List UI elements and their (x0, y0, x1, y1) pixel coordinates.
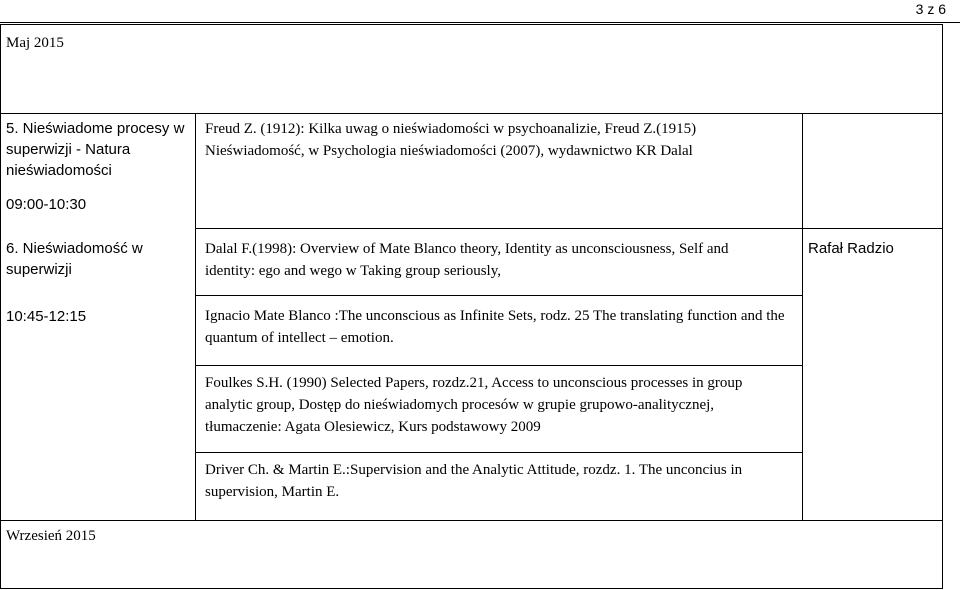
table-border-left (0, 24, 1, 589)
col-divider-2 (802, 113, 803, 520)
page-number: 3 z 6 (915, 1, 946, 17)
row5-divider (195, 228, 943, 229)
literature-6-item-1: Dalal F.(1998): Overview of Mate Blanco theory, Identity as unconsciousness, Self and identity: ego and wego w Taking group seriously, (205, 241, 729, 279)
table-border-top (0, 24, 943, 25)
topic-5: 5. Nieświadome procesy w superwizji - Natura nieświadomości (6, 120, 185, 179)
literature-5: Freud Z. (1912): Kilka uwag o nieświadomości w psychoanalizie, Freud Z.(1915) Nieświadomość, w Psychologia nieświadomości (2007), wydawnictwo KR Dalal (205, 121, 697, 159)
footer-row-divider (0, 520, 943, 521)
col-divider-1 (195, 113, 196, 520)
literature-6-item-3: Foulkes S.H. (1990) Selected Papers, rozdz.21, Access to unconscious processes in group analytic group, Dostęp do nieświadomych procesów w grupie grupowo-analitycznej, tłumaczenie: Agata Olesiewicz, Kurs podstawowy 2009 (205, 375, 743, 435)
footer-month-label: Wrzesień 2015 (6, 528, 96, 544)
lit-divider-3 (195, 452, 803, 453)
literature-6-item-2: Ignacio Mate Blanco :The unconscious as Infinite Sets, rodz. 25 The translating function and the quantum of intellect – emotion. (205, 308, 785, 346)
table-border-bottom (0, 588, 943, 589)
time-5: 09:00-10:30 (6, 196, 87, 213)
header-rule (0, 22, 960, 23)
table-border-right (942, 24, 943, 589)
lecturer-6: Rafał Radzio (808, 240, 894, 257)
time-6: 10:45-12:15 (6, 308, 87, 325)
lit-divider-1 (195, 295, 803, 296)
month-label: Maj 2015 (6, 35, 64, 51)
lit-divider-2 (195, 365, 803, 366)
topic-6: 6. Nieświadomość w superwizji (6, 240, 143, 278)
literature-6-item-4: Driver Ch. & Martin E.:Supervision and the Analytic Attitude, rozdz. 1. The unconcius in supervision, Martin E. (205, 462, 743, 500)
